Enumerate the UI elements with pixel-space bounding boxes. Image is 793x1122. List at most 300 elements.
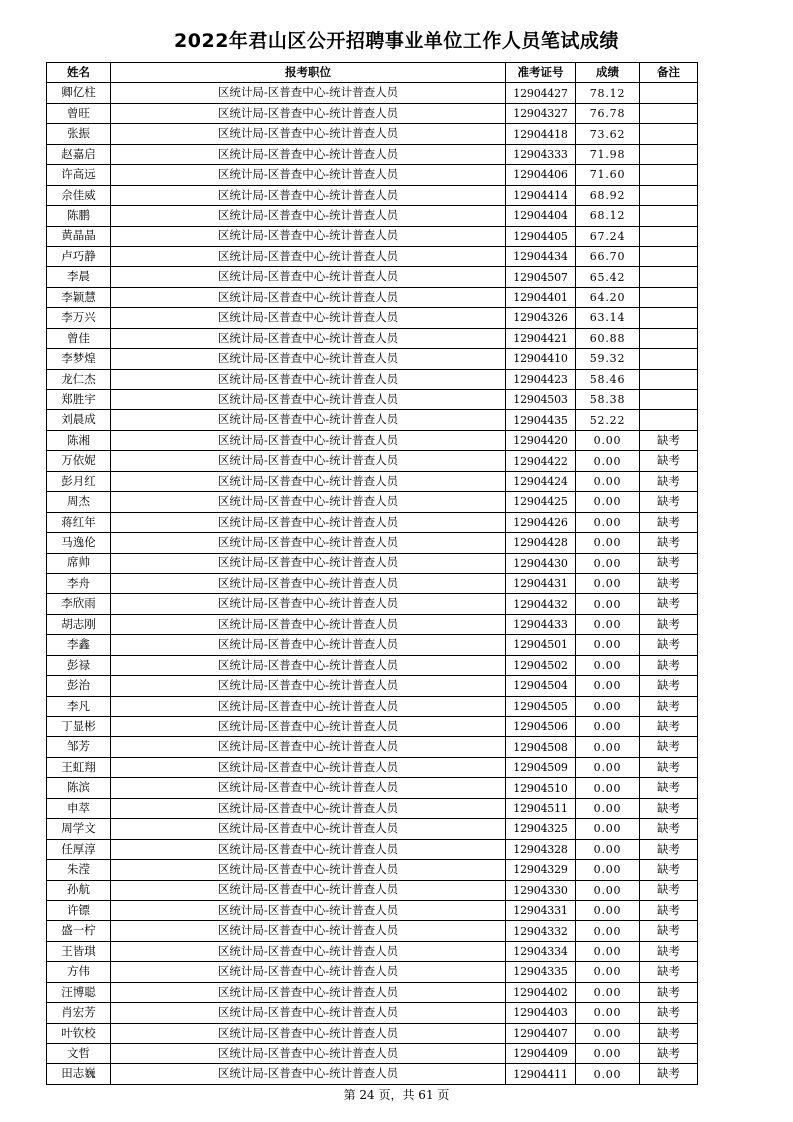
table-row: [47, 737, 698, 757]
cell-name: 卿亿柱: [47, 83, 111, 103]
cell-name: 李欣雨: [47, 594, 111, 614]
cell-name: 万依妮: [47, 451, 111, 471]
cell-score: 0.00: [576, 900, 640, 920]
cell-exam-id: 12904430: [506, 553, 576, 573]
table-row: [47, 512, 698, 532]
table-body: [47, 83, 698, 1084]
cell-name: 朱滢: [47, 860, 111, 880]
cell-position: 区统计局-区普查中心-统计普查人员: [111, 594, 506, 614]
cell-position: 区统计局-区普查中心-统计普查人员: [111, 1003, 506, 1023]
cell-name: 李凡: [47, 696, 111, 716]
cell-name: 盛一柠: [47, 921, 111, 941]
cell-exam-id: 12904331: [506, 900, 576, 920]
cell-position: 区统计局-区普查中心-统计普查人员: [111, 103, 506, 123]
table-row: [47, 451, 698, 471]
table-row: [47, 226, 698, 246]
table-row: [47, 185, 698, 205]
cell-remark: 缺考: [640, 737, 698, 757]
cell-name: 彭月红: [47, 471, 111, 491]
table-row: [47, 594, 698, 614]
table-row: [47, 328, 698, 348]
cell-score: 58.46: [576, 369, 640, 389]
cell-name: 彭禄: [47, 655, 111, 675]
cell-exam-id: 12904418: [506, 124, 576, 144]
cell-position: 区统计局-区普查中心-统计普查人员: [111, 144, 506, 164]
cell-name: 李梦煌: [47, 349, 111, 369]
cell-position: 区统计局-区普查中心-统计普查人员: [111, 819, 506, 839]
cell-score: 0.00: [576, 778, 640, 798]
cell-position: 区统计局-区普查中心-统计普查人员: [111, 655, 506, 675]
cell-remark: [640, 328, 698, 348]
cell-name: 曾佳: [47, 328, 111, 348]
cell-position: 区统计局-区普查中心-统计普查人员: [111, 471, 506, 491]
cell-score: 0.00: [576, 553, 640, 573]
cell-score: 0.00: [576, 451, 640, 471]
table-row: [47, 83, 698, 103]
cell-name: 李鑫: [47, 635, 111, 655]
cell-exam-id: 12904431: [506, 573, 576, 593]
cell-position: 区统计局-区普查中心-统计普查人员: [111, 798, 506, 818]
page-number: 第 24 页，共 61 页: [343, 1088, 450, 1102]
cell-score: 66.70: [576, 246, 640, 266]
cell-score: 68.92: [576, 185, 640, 205]
cell-name: 黄晶晶: [47, 226, 111, 246]
cell-position: 区统计局-区普查中心-统计普查人员: [111, 839, 506, 859]
cell-remark: [640, 349, 698, 369]
table-row: [47, 573, 698, 593]
table-row: [47, 880, 698, 900]
cell-name: 陈湘: [47, 430, 111, 450]
cell-name: 王虹翔: [47, 757, 111, 777]
cell-score: 60.88: [576, 328, 640, 348]
cell-name: 李万兴: [47, 308, 111, 328]
cell-position: 区统计局-区普查中心-统计普查人员: [111, 124, 506, 144]
table-row: [47, 757, 698, 777]
table-row: [47, 982, 698, 1002]
cell-exam-id: 12904404: [506, 206, 576, 226]
cell-position: 区统计局-区普查中心-统计普查人员: [111, 757, 506, 777]
cell-position: 区统计局-区普查中心-统计普查人员: [111, 553, 506, 573]
table-row: [47, 390, 698, 410]
table-row: [47, 206, 698, 226]
cell-exam-id: 12904433: [506, 614, 576, 634]
table-row: [47, 267, 698, 287]
cell-position: 区统计局-区普查中心-统计普查人员: [111, 206, 506, 226]
cell-remark: [640, 410, 698, 430]
cell-name: 刘晨成: [47, 410, 111, 430]
table-row: [47, 655, 698, 675]
cell-exam-id: 12904410: [506, 349, 576, 369]
cell-position: 区统计局-区普查中心-统计普查人员: [111, 308, 506, 328]
cell-exam-id: 12904421: [506, 328, 576, 348]
cell-name: 卢巧静: [47, 246, 111, 266]
table-row: [47, 839, 698, 859]
cell-score: 63.14: [576, 308, 640, 328]
cell-remark: 缺考: [640, 982, 698, 1002]
cell-exam-id: 12904425: [506, 492, 576, 512]
cell-remark: [640, 369, 698, 389]
cell-score: 59.32: [576, 349, 640, 369]
cell-score: 0.00: [576, 676, 640, 696]
cell-remark: [640, 185, 698, 205]
cell-score: 0.00: [576, 430, 640, 450]
cell-remark: [640, 390, 698, 410]
cell-exam-id: 12904325: [506, 819, 576, 839]
table-row: [47, 962, 698, 982]
cell-remark: 缺考: [640, 676, 698, 696]
cell-score: 0.00: [576, 982, 640, 1002]
cell-exam-id: 12904407: [506, 1023, 576, 1043]
cell-exam-id: 12904330: [506, 880, 576, 900]
table-row: [47, 492, 698, 512]
cell-exam-id: 12904427: [506, 83, 576, 103]
cell-exam-id: 12904428: [506, 533, 576, 553]
cell-remark: 缺考: [640, 880, 698, 900]
cell-exam-id: 12904424: [506, 471, 576, 491]
cell-remark: 缺考: [640, 819, 698, 839]
cell-remark: [640, 83, 698, 103]
cell-name: 马逸伦: [47, 533, 111, 553]
cell-position: 区统计局-区普查中心-统计普查人员: [111, 614, 506, 634]
cell-name: 李晨: [47, 267, 111, 287]
cell-position: 区统计局-区普查中心-统计普查人员: [111, 226, 506, 246]
cell-position: 区统计局-区普查中心-统计普查人员: [111, 962, 506, 982]
cell-exam-id: 12904329: [506, 860, 576, 880]
cell-exam-id: 12904335: [506, 962, 576, 982]
cell-name: 周杰: [47, 492, 111, 512]
cell-position: 区统计局-区普查中心-统计普查人员: [111, 369, 506, 389]
table-row: [47, 717, 698, 737]
cell-position: 区统计局-区普查中心-统计普查人员: [111, 267, 506, 287]
cell-remark: [640, 124, 698, 144]
cell-position: 区统计局-区普查中心-统计普查人员: [111, 717, 506, 737]
cell-exam-id: 12904406: [506, 165, 576, 185]
table-row: [47, 1023, 698, 1043]
cell-exam-id: 12904405: [506, 226, 576, 246]
cell-exam-id: 12904333: [506, 144, 576, 164]
cell-exam-id: 12904327: [506, 103, 576, 123]
cell-remark: 缺考: [640, 1003, 698, 1023]
cell-remark: [640, 144, 698, 164]
cell-remark: [640, 103, 698, 123]
cell-score: 0.00: [576, 1023, 640, 1043]
cell-name: 李舟: [47, 573, 111, 593]
cell-name: 方伟: [47, 962, 111, 982]
header-exam-id: 准考证号: [506, 63, 576, 83]
cell-exam-id: 12904414: [506, 185, 576, 205]
cell-exam-id: 12904328: [506, 839, 576, 859]
table-row: [47, 144, 698, 164]
table-row: [47, 430, 698, 450]
cell-remark: 缺考: [640, 655, 698, 675]
score-table: [46, 62, 698, 1085]
cell-exam-id: 12904501: [506, 635, 576, 655]
cell-score: 0.00: [576, 880, 640, 900]
cell-score: 0.00: [576, 1044, 640, 1064]
table-row: [47, 308, 698, 328]
cell-score: 0.00: [576, 1003, 640, 1023]
cell-name: 陈鹏: [47, 206, 111, 226]
cell-name: 邹芳: [47, 737, 111, 757]
cell-position: 区统计局-区普查中心-统计普查人员: [111, 410, 506, 430]
cell-name: 叶钦校: [47, 1023, 111, 1043]
cell-name: 陈滨: [47, 778, 111, 798]
cell-position: 区统计局-区普查中心-统计普查人员: [111, 492, 506, 512]
cell-remark: 缺考: [640, 860, 698, 880]
cell-remark: 缺考: [640, 430, 698, 450]
table-row: [47, 676, 698, 696]
cell-exam-id: 12904423: [506, 369, 576, 389]
cell-remark: [640, 165, 698, 185]
table-row: [47, 124, 698, 144]
cell-exam-id: 12904435: [506, 410, 576, 430]
cell-exam-id: 12904434: [506, 246, 576, 266]
cell-position: 区统计局-区普查中心-统计普查人员: [111, 390, 506, 410]
table-row: [47, 287, 698, 307]
cell-score: 0.00: [576, 921, 640, 941]
cell-position: 区统计局-区普查中心-统计普查人员: [111, 1044, 506, 1064]
cell-position: 区统计局-区普查中心-统计普查人员: [111, 512, 506, 532]
cell-exam-id: 12904402: [506, 982, 576, 1002]
cell-position: 区统计局-区普查中心-统计普查人员: [111, 921, 506, 941]
cell-score: 71.60: [576, 165, 640, 185]
cell-remark: 缺考: [640, 900, 698, 920]
cell-exam-id: 12904503: [506, 390, 576, 410]
cell-remark: 缺考: [640, 717, 698, 737]
table-row: [47, 696, 698, 716]
cell-score: 0.00: [576, 737, 640, 757]
cell-remark: 缺考: [640, 614, 698, 634]
cell-exam-id: 12904502: [506, 655, 576, 675]
cell-exam-id: 12904426: [506, 512, 576, 532]
table-row: [47, 614, 698, 634]
table-row: [47, 471, 698, 491]
table-row: [47, 635, 698, 655]
cell-score: 0.00: [576, 757, 640, 777]
cell-position: 区统计局-区普查中心-统计普查人员: [111, 1064, 506, 1084]
cell-exam-id: 12904506: [506, 717, 576, 737]
cell-score: 0.00: [576, 798, 640, 818]
cell-remark: 缺考: [640, 1044, 698, 1064]
cell-score: 0.00: [576, 594, 640, 614]
cell-remark: 缺考: [640, 778, 698, 798]
cell-remark: 缺考: [640, 451, 698, 471]
cell-remark: [640, 206, 698, 226]
cell-remark: [640, 246, 698, 266]
cell-score: 0.00: [576, 717, 640, 737]
cell-exam-id: 12904509: [506, 757, 576, 777]
cell-position: 区统计局-区普查中心-统计普查人员: [111, 778, 506, 798]
cell-score: 68.12: [576, 206, 640, 226]
cell-exam-id: 12904508: [506, 737, 576, 757]
header-position: 报考职位: [111, 63, 506, 83]
cell-remark: 缺考: [640, 512, 698, 532]
cell-exam-id: 12904432: [506, 594, 576, 614]
cell-remark: 缺考: [640, 471, 698, 491]
table-row: [47, 553, 698, 573]
cell-score: 0.00: [576, 696, 640, 716]
cell-score: 0.00: [576, 512, 640, 532]
cell-position: 区统计局-区普查中心-统计普查人员: [111, 185, 506, 205]
cell-remark: 缺考: [640, 1064, 698, 1084]
cell-exam-id: 12904420: [506, 430, 576, 450]
table-row: [47, 103, 698, 123]
cell-remark: 缺考: [640, 1023, 698, 1043]
cell-score: 0.00: [576, 573, 640, 593]
cell-score: 0.00: [576, 635, 640, 655]
cell-position: 区统计局-区普查中心-统计普查人员: [111, 860, 506, 880]
cell-score: 73.62: [576, 124, 640, 144]
cell-score: 0.00: [576, 962, 640, 982]
header-score: 成绩: [576, 63, 640, 83]
cell-remark: 缺考: [640, 921, 698, 941]
cell-name: 任厚淳: [47, 839, 111, 859]
cell-score: 78.12: [576, 83, 640, 103]
cell-position: 区统计局-区普查中心-统计普查人员: [111, 246, 506, 266]
cell-score: 52.22: [576, 410, 640, 430]
cell-exam-id: 12904411: [506, 1064, 576, 1084]
cell-position: 区统计局-区普查中心-统计普查人员: [111, 696, 506, 716]
cell-remark: 缺考: [640, 553, 698, 573]
cell-exam-id: 12904505: [506, 696, 576, 716]
cell-exam-id: 12904511: [506, 798, 576, 818]
cell-name: 许镖: [47, 900, 111, 920]
cell-position: 区统计局-区普查中心-统计普查人员: [111, 676, 506, 696]
cell-name: 胡志刚: [47, 614, 111, 634]
header-name: 姓名: [47, 63, 111, 83]
cell-score: 0.00: [576, 471, 640, 491]
cell-position: 区统计局-区普查中心-统计普查人员: [111, 573, 506, 593]
cell-remark: 缺考: [640, 941, 698, 961]
cell-exam-id: 12904422: [506, 451, 576, 471]
cell-score: 67.24: [576, 226, 640, 246]
cell-score: 0.00: [576, 1064, 640, 1084]
cell-name: 孙航: [47, 880, 111, 900]
cell-score: 0.00: [576, 614, 640, 634]
cell-exam-id: 12904507: [506, 267, 576, 287]
cell-position: 区统计局-区普查中心-统计普查人员: [111, 982, 506, 1002]
cell-position: 区统计局-区普查中心-统计普查人员: [111, 165, 506, 185]
cell-score: 0.00: [576, 860, 640, 880]
cell-remark: 缺考: [640, 533, 698, 553]
cell-remark: 缺考: [640, 594, 698, 614]
cell-remark: 缺考: [640, 962, 698, 982]
cell-score: 0.00: [576, 533, 640, 553]
cell-name: 佘佳威: [47, 185, 111, 205]
cell-position: 区统计局-区普查中心-统计普查人员: [111, 900, 506, 920]
cell-remark: [640, 287, 698, 307]
table-row: [47, 369, 698, 389]
cell-name: 龙仁杰: [47, 369, 111, 389]
table-row: [47, 165, 698, 185]
cell-score: 71.98: [576, 144, 640, 164]
table-row: [47, 1003, 698, 1023]
table-row: [47, 246, 698, 266]
cell-remark: 缺考: [640, 757, 698, 777]
cell-name: 蒋红年: [47, 512, 111, 532]
cell-position: 区统计局-区普查中心-统计普查人员: [111, 1023, 506, 1043]
cell-name: 王皆琪: [47, 941, 111, 961]
cell-score: 0.00: [576, 839, 640, 859]
table-row: [47, 941, 698, 961]
cell-exam-id: 12904504: [506, 676, 576, 696]
cell-name: 丁显彬: [47, 717, 111, 737]
cell-score: 0.00: [576, 492, 640, 512]
cell-exam-id: 12904403: [506, 1003, 576, 1023]
cell-name: 席帅: [47, 553, 111, 573]
table-row: [47, 860, 698, 880]
cell-name: 申萃: [47, 798, 111, 818]
cell-position: 区统计局-区普查中心-统计普查人员: [111, 349, 506, 369]
cell-exam-id: 12904510: [506, 778, 576, 798]
table-row: [47, 921, 698, 941]
cell-name: 田志巍: [47, 1064, 111, 1084]
cell-name: 张振: [47, 124, 111, 144]
cell-position: 区统计局-区普查中心-统计普查人员: [111, 287, 506, 307]
cell-score: 58.38: [576, 390, 640, 410]
cell-exam-id: 12904401: [506, 287, 576, 307]
cell-score: 0.00: [576, 655, 640, 675]
table-row: [47, 900, 698, 920]
cell-position: 区统计局-区普查中心-统计普查人员: [111, 430, 506, 450]
cell-exam-id: 12904409: [506, 1044, 576, 1064]
cell-remark: 缺考: [640, 635, 698, 655]
cell-name: 肖宏芳: [47, 1003, 111, 1023]
table-row: [47, 778, 698, 798]
cell-remark: [640, 226, 698, 246]
cell-remark: 缺考: [640, 696, 698, 716]
cell-exam-id: 12904332: [506, 921, 576, 941]
table-header-row: [47, 63, 698, 83]
table-row: [47, 1064, 698, 1084]
header-remark: 备注: [640, 63, 698, 83]
cell-remark: 缺考: [640, 839, 698, 859]
table-row: [47, 1044, 698, 1064]
table-row: [47, 349, 698, 369]
cell-score: 0.00: [576, 819, 640, 839]
cell-name: 周学文: [47, 819, 111, 839]
page-title: 2022年君山区公开招聘事业单位工作人员笔试成绩: [174, 30, 619, 52]
cell-position: 区统计局-区普查中心-统计普查人员: [111, 533, 506, 553]
cell-name: 郑胜宇: [47, 390, 111, 410]
cell-remark: 缺考: [640, 798, 698, 818]
cell-remark: 缺考: [640, 492, 698, 512]
cell-position: 区统计局-区普查中心-统计普查人员: [111, 83, 506, 103]
table-row: [47, 533, 698, 553]
table-row: [47, 410, 698, 430]
cell-name: 许高远: [47, 165, 111, 185]
cell-position: 区统计局-区普查中心-统计普查人员: [111, 941, 506, 961]
cell-exam-id: 12904334: [506, 941, 576, 961]
cell-name: 彭治: [47, 676, 111, 696]
cell-remark: 缺考: [640, 573, 698, 593]
cell-score: 76.78: [576, 103, 640, 123]
cell-remark: [640, 308, 698, 328]
cell-score: 65.42: [576, 267, 640, 287]
cell-name: 李颖慧: [47, 287, 111, 307]
cell-position: 区统计局-区普查中心-统计普查人员: [111, 635, 506, 655]
table-row: [47, 798, 698, 818]
cell-score: 0.00: [576, 941, 640, 961]
cell-score: 64.20: [576, 287, 640, 307]
cell-remark: [640, 267, 698, 287]
cell-name: 赵嘉启: [47, 144, 111, 164]
cell-position: 区统计局-区普查中心-统计普查人员: [111, 451, 506, 471]
cell-position: 区统计局-区普查中心-统计普查人员: [111, 737, 506, 757]
cell-position: 区统计局-区普查中心-统计普查人员: [111, 880, 506, 900]
cell-name: 汪博聪: [47, 982, 111, 1002]
cell-name: 文哲: [47, 1044, 111, 1064]
